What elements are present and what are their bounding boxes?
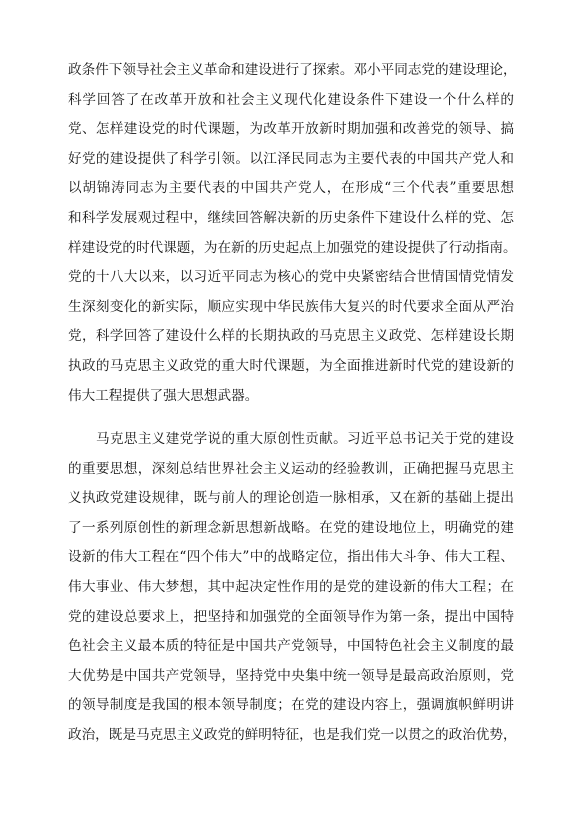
text-line: 的重要思想，深刻总结世界社会主义运动的经验教训，正确把握马克思主 [68, 460, 514, 477]
text-line: 马克思主义建党学说的重大原创性贡献。习近平总书记关于党的建设 [96, 431, 514, 447]
text-line: 生深刻变化的新实际，顺应实现中华民族伟大复兴的时代要求全面从严治 [68, 298, 514, 315]
text-line: 义执政党建设规律，既与前人的理论创造一脉相承，又在新的基础上提出 [68, 490, 514, 507]
text-line: 好党的建设提供了科学引领。以江泽民同志为主要代表的中国共产党人和 [68, 150, 514, 167]
text-line: 伟大事业、伟大梦想，其中起决定性作用的是党的建设新的伟大工程；在 [68, 578, 514, 595]
text-line: 以胡锦涛同志为主要代表的中国共产党人，在形成“三个代表”重要思想 [68, 180, 514, 197]
text-line: 色社会主义最本质的特征是中国共产党领导，中国特色社会主义制度的最 [68, 638, 514, 655]
text-line: 科学回答了在改革开放和社会主义现代化建设条件下建设一个什么样的 [68, 91, 514, 108]
paragraph-1 [68, 56, 517, 411]
text-line: 政条件下领导社会主义革命和建设进行了探索。邓小平同志党的建设理论， [68, 62, 517, 78]
text-line: 样建设党的时代课题，为在新的历史起点上加强党的建设提供了行动指南。 [68, 239, 517, 256]
text-line: 了一系列原创性的新理念新思想新战略。在党的建设地位上，明确党的建 [68, 519, 514, 536]
text-line: 伟大工程提供了强大思想武器。 [68, 387, 259, 404]
text-line: 党、怎样建设党的时代课题，为改革开放新时期加强和改善党的领导、搞 [68, 121, 514, 138]
text-line: 和科学发展观过程中，继续回答解决新的历史条件下建设什么样的党、怎 [68, 209, 514, 226]
text-line: 党，科学回答了建设什么样的长期执政的马克思主义政党、怎样建设长期 [68, 328, 514, 345]
text-line: 的领导制度是我国的根本领导制度；在党的建设内容上，强调旗帜鲜明讲 [68, 697, 514, 714]
text-line: 设新的伟大工程在“四个伟大”中的战略定位，指出伟大斗争、伟大工程、 [68, 549, 514, 566]
text-line: 党的建设总要求上，把坚持和加强党的全面领导作为第一条，提出中国特 [68, 608, 514, 625]
text-line: 政治，既是马克思主义政党的鲜明特征，也是我们党一以贯之的政治优势， [68, 726, 517, 743]
text-line: 执政的马克思主义政党的重大时代课题，为全面推进新时代党的建设新的 [68, 357, 514, 374]
text-line: 党的十八大以来，以习近平同志为核心的党中央紧密结合世情国情党情发 [68, 269, 514, 286]
text-line: 大优势是中国共产党领导，坚持党中央集中统一领导是最高政治原则，党 [68, 667, 514, 684]
paragraph-2 [68, 425, 517, 751]
